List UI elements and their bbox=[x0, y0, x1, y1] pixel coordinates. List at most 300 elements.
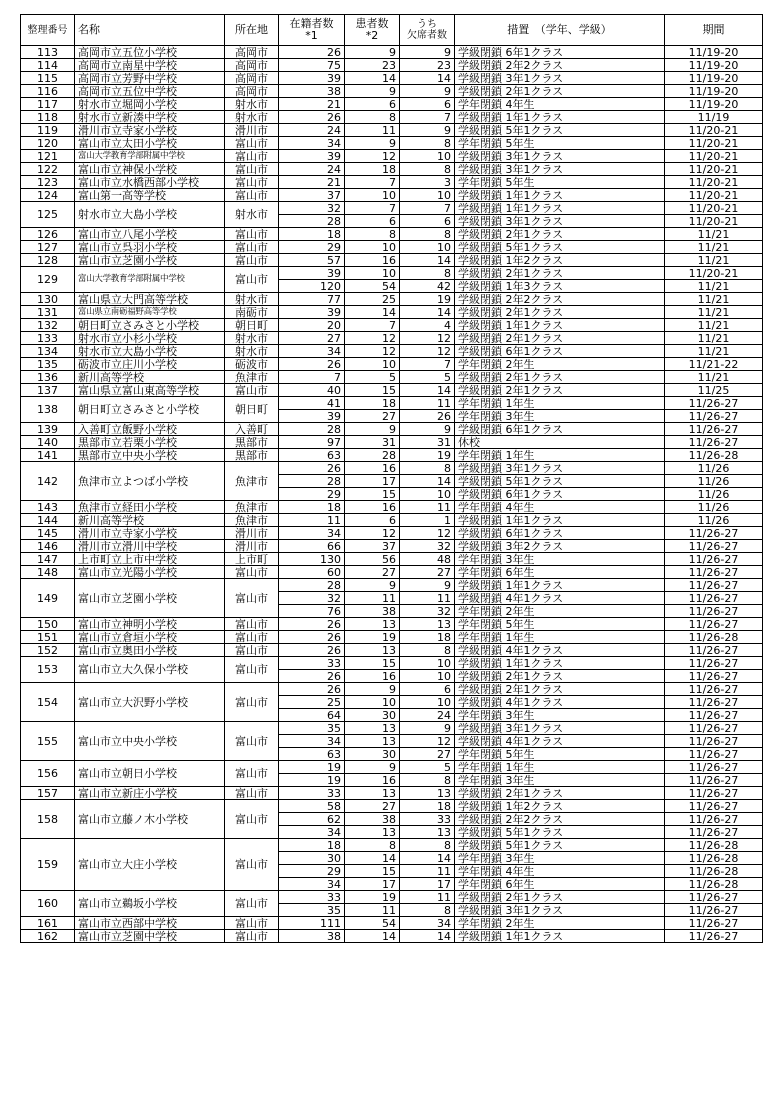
absent-count: 5 bbox=[400, 761, 455, 774]
closure-measure: 学年閉鎖 4年生 bbox=[455, 501, 665, 514]
patient-count: 11 bbox=[345, 904, 400, 917]
school-name: 富山市立鵜坂小学校 bbox=[75, 891, 225, 917]
closure-period: 11/26-27 bbox=[665, 735, 763, 748]
absent-count: 32 bbox=[400, 540, 455, 553]
absent-count: 9 bbox=[400, 124, 455, 137]
closure-measure: 学級閉鎖 5年1クラス bbox=[455, 826, 665, 839]
closure-measure: 学年閉鎖 2年生 bbox=[455, 358, 665, 371]
record-number: 126 bbox=[21, 228, 75, 241]
school-name: 富山第一高等学校 bbox=[75, 189, 225, 202]
patient-count: 27 bbox=[345, 410, 400, 423]
enrolled-count: 34 bbox=[279, 137, 345, 150]
closure-period: 11/21 bbox=[665, 254, 763, 267]
patient-count: 18 bbox=[345, 397, 400, 410]
enrolled-count: 26 bbox=[279, 683, 345, 696]
table-row bbox=[21, 566, 763, 579]
table-body bbox=[21, 46, 763, 943]
table-row bbox=[21, 111, 763, 124]
patient-count: 9 bbox=[345, 46, 400, 59]
record-number: 136 bbox=[21, 371, 75, 384]
school-location: 富山市 bbox=[225, 189, 279, 202]
school-location: 魚津市 bbox=[225, 501, 279, 514]
closure-period: 11/26-28 bbox=[665, 631, 763, 644]
closure-period: 11/26-27 bbox=[665, 436, 763, 449]
enrolled-count: 28 bbox=[279, 475, 345, 488]
enrolled-count: 39 bbox=[279, 306, 345, 319]
patient-count: 13 bbox=[345, 722, 400, 735]
school-location: 射水市 bbox=[225, 98, 279, 111]
enrolled-count: 32 bbox=[279, 202, 345, 215]
patient-count: 9 bbox=[345, 683, 400, 696]
school-name: 富山市立芝園小学校 bbox=[75, 579, 225, 618]
patient-count: 16 bbox=[345, 670, 400, 683]
closure-period: 11/20-21 bbox=[665, 137, 763, 150]
closure-measure: 学級閉鎖 1年3クラス bbox=[455, 280, 665, 293]
school-location: 魚津市 bbox=[225, 514, 279, 527]
closure-measure: 学級閉鎖 1年1クラス bbox=[455, 514, 665, 527]
enrolled-count: 75 bbox=[279, 59, 345, 72]
table-row bbox=[21, 397, 763, 410]
absent-count: 14 bbox=[400, 475, 455, 488]
school-location: 魚津市 bbox=[225, 462, 279, 501]
school-location: 富山市 bbox=[225, 787, 279, 800]
enrolled-count: 39 bbox=[279, 72, 345, 85]
absent-count: 8 bbox=[400, 137, 455, 150]
absent-count: 10 bbox=[400, 150, 455, 163]
school-name: 富山市立朝日小学校 bbox=[75, 761, 225, 787]
patient-count: 18 bbox=[345, 163, 400, 176]
school-location: 富山市 bbox=[225, 839, 279, 891]
closure-measure: 学級閉鎖 5年1クラス bbox=[455, 475, 665, 488]
school-name: 射水市立大島小学校 bbox=[75, 202, 225, 228]
patient-count: 37 bbox=[345, 540, 400, 553]
school-name: 富山市立神保小学校 bbox=[75, 163, 225, 176]
absent-count: 8 bbox=[400, 462, 455, 475]
school-name: 高岡市立五位小学校 bbox=[75, 46, 225, 59]
school-name: 富山県立富山東高等学校 bbox=[75, 384, 225, 397]
col-header-absent: うち 欠席者数 bbox=[400, 15, 455, 46]
table-row bbox=[21, 150, 763, 163]
table-row bbox=[21, 917, 763, 930]
col-header-location: 所在地 bbox=[225, 15, 279, 46]
patient-count: 14 bbox=[345, 852, 400, 865]
school-location: 富山市 bbox=[225, 657, 279, 683]
patient-count: 13 bbox=[345, 826, 400, 839]
closure-measure: 学年閉鎖 5年生 bbox=[455, 137, 665, 150]
closure-measure: 学年閉鎖 4年生 bbox=[455, 865, 665, 878]
school-location: 射水市 bbox=[225, 111, 279, 124]
record-number: 129 bbox=[21, 267, 75, 293]
closure-period: 11/20-21 bbox=[665, 189, 763, 202]
record-number: 131 bbox=[21, 306, 75, 319]
table-row bbox=[21, 46, 763, 59]
school-location: 富山市 bbox=[225, 176, 279, 189]
patient-count: 7 bbox=[345, 176, 400, 189]
table-row bbox=[21, 59, 763, 72]
enrolled-count: 40 bbox=[279, 384, 345, 397]
record-number: 158 bbox=[21, 800, 75, 839]
school-name: 射水市立新湊中学校 bbox=[75, 111, 225, 124]
closure-measure: 学年閉鎖 3年生 bbox=[455, 553, 665, 566]
closure-measure: 学級閉鎖 3年1クラス bbox=[455, 904, 665, 917]
closure-period: 11/26-28 bbox=[665, 449, 763, 462]
absent-count: 10 bbox=[400, 696, 455, 709]
table-row bbox=[21, 891, 763, 904]
closure-measure: 学級閉鎖 2年1クラス bbox=[455, 683, 665, 696]
closure-measure: 学級閉鎖 2年1クラス bbox=[455, 670, 665, 683]
absent-count: 26 bbox=[400, 410, 455, 423]
table-row bbox=[21, 423, 763, 436]
closure-period: 11/19 bbox=[665, 111, 763, 124]
closure-period: 11/19-20 bbox=[665, 46, 763, 59]
absent-count: 8 bbox=[400, 644, 455, 657]
absent-count: 24 bbox=[400, 709, 455, 722]
enrolled-count: 28 bbox=[279, 215, 345, 228]
school-location: 富山市 bbox=[225, 618, 279, 631]
closure-measure: 学年閉鎖 3年生 bbox=[455, 774, 665, 787]
school-location: 富山市 bbox=[225, 384, 279, 397]
closure-measure: 学級閉鎖 2年2クラス bbox=[455, 293, 665, 306]
table-row bbox=[21, 631, 763, 644]
closure-period: 11/21 bbox=[665, 345, 763, 358]
table-row bbox=[21, 644, 763, 657]
record-number: 143 bbox=[21, 501, 75, 514]
closure-measure: 学年閉鎖 5年生 bbox=[455, 618, 665, 631]
absent-count: 19 bbox=[400, 449, 455, 462]
absent-count: 8 bbox=[400, 228, 455, 241]
school-name: 朝日町立さみさと小学校 bbox=[75, 397, 225, 423]
enrolled-count: 27 bbox=[279, 332, 345, 345]
patient-count: 7 bbox=[345, 319, 400, 332]
enrolled-count: 57 bbox=[279, 254, 345, 267]
record-number: 155 bbox=[21, 722, 75, 761]
absent-count: 14 bbox=[400, 852, 455, 865]
closure-period: 11/26-27 bbox=[665, 527, 763, 540]
table-row bbox=[21, 189, 763, 202]
absent-count: 7 bbox=[400, 202, 455, 215]
absent-count: 7 bbox=[400, 358, 455, 371]
enrolled-count: 26 bbox=[279, 111, 345, 124]
enrolled-count: 18 bbox=[279, 501, 345, 514]
absent-count: 8 bbox=[400, 267, 455, 280]
patient-count: 13 bbox=[345, 618, 400, 631]
closure-measure: 学年閉鎖 1年生 bbox=[455, 631, 665, 644]
record-number: 157 bbox=[21, 787, 75, 800]
school-location: 富山市 bbox=[225, 267, 279, 293]
closure-period: 11/26 bbox=[665, 462, 763, 475]
enrolled-count: 20 bbox=[279, 319, 345, 332]
closure-measure: 学級閉鎖 3年1クラス bbox=[455, 215, 665, 228]
record-number: 127 bbox=[21, 241, 75, 254]
absent-count: 12 bbox=[400, 527, 455, 540]
closure-measure: 学級閉鎖 4年1クラス bbox=[455, 592, 665, 605]
school-name: 富山市立中央小学校 bbox=[75, 722, 225, 761]
enrolled-count: 26 bbox=[279, 618, 345, 631]
enrolled-count: 32 bbox=[279, 592, 345, 605]
patient-count: 25 bbox=[345, 293, 400, 306]
school-name: 上市町立上市中学校 bbox=[75, 553, 225, 566]
closure-period: 11/21 bbox=[665, 319, 763, 332]
record-number: 150 bbox=[21, 618, 75, 631]
absent-count: 5 bbox=[400, 371, 455, 384]
patient-count: 9 bbox=[345, 423, 400, 436]
school-location: 射水市 bbox=[225, 332, 279, 345]
patient-count: 9 bbox=[345, 579, 400, 592]
record-number: 154 bbox=[21, 683, 75, 722]
closure-measure: 学級閉鎖 1年1クラス bbox=[455, 930, 665, 943]
closure-period: 11/26-27 bbox=[665, 579, 763, 592]
table-row bbox=[21, 85, 763, 98]
record-number: 161 bbox=[21, 917, 75, 930]
enrolled-count: 29 bbox=[279, 241, 345, 254]
col-header-measures: 措置 （学年、学級） bbox=[455, 15, 665, 46]
absent-count: 11 bbox=[400, 592, 455, 605]
enrolled-count: 24 bbox=[279, 163, 345, 176]
patient-count: 15 bbox=[345, 865, 400, 878]
patient-count: 12 bbox=[345, 332, 400, 345]
patient-count: 54 bbox=[345, 280, 400, 293]
enrolled-count: 33 bbox=[279, 787, 345, 800]
record-number: 118 bbox=[21, 111, 75, 124]
closure-measure: 学級閉鎖 1年1クラス bbox=[455, 202, 665, 215]
enrolled-count: 39 bbox=[279, 150, 345, 163]
closure-measure: 学級閉鎖 1年1クラス bbox=[455, 189, 665, 202]
record-number: 135 bbox=[21, 358, 75, 371]
closure-measure: 学級閉鎖 2年1クラス bbox=[455, 306, 665, 319]
enrolled-count: 64 bbox=[279, 709, 345, 722]
closure-measure: 学級閉鎖 6年1クラス bbox=[455, 488, 665, 501]
school-location: 朝日町 bbox=[225, 319, 279, 332]
record-number: 116 bbox=[21, 85, 75, 98]
closure-period: 11/26-27 bbox=[665, 553, 763, 566]
school-name: 富山市立神明小学校 bbox=[75, 618, 225, 631]
absent-count: 9 bbox=[400, 722, 455, 735]
closure-measure: 学年閉鎖 6年生 bbox=[455, 878, 665, 891]
absent-count: 10 bbox=[400, 657, 455, 670]
closure-period: 11/21 bbox=[665, 280, 763, 293]
record-number: 130 bbox=[21, 293, 75, 306]
record-number: 152 bbox=[21, 644, 75, 657]
school-location: 魚津市 bbox=[225, 371, 279, 384]
absent-count: 6 bbox=[400, 98, 455, 111]
record-number: 123 bbox=[21, 176, 75, 189]
school-location: 砺波市 bbox=[225, 358, 279, 371]
closure-measure: 学級閉鎖 2年1クラス bbox=[455, 85, 665, 98]
school-name: 黒部市立中央小学校 bbox=[75, 449, 225, 462]
table-row bbox=[21, 254, 763, 267]
enrolled-count: 63 bbox=[279, 449, 345, 462]
school-location: 富山市 bbox=[225, 137, 279, 150]
record-number: 140 bbox=[21, 436, 75, 449]
patient-count: 9 bbox=[345, 761, 400, 774]
patient-count: 16 bbox=[345, 254, 400, 267]
school-location: 富山市 bbox=[225, 644, 279, 657]
absent-count: 12 bbox=[400, 332, 455, 345]
closure-measure: 学級閉鎖 2年1クラス bbox=[455, 267, 665, 280]
closure-measure: 休校 bbox=[455, 436, 665, 449]
patient-count: 28 bbox=[345, 449, 400, 462]
record-number: 139 bbox=[21, 423, 75, 436]
col-header-enrolled: 在籍者数 *1 bbox=[279, 15, 345, 46]
enrolled-count: 30 bbox=[279, 852, 345, 865]
absent-count: 32 bbox=[400, 605, 455, 618]
record-number: 151 bbox=[21, 631, 75, 644]
table-row bbox=[21, 202, 763, 215]
patient-count: 6 bbox=[345, 98, 400, 111]
record-number: 149 bbox=[21, 579, 75, 618]
table-row bbox=[21, 436, 763, 449]
absent-count: 3 bbox=[400, 176, 455, 189]
record-number: 138 bbox=[21, 397, 75, 423]
enrolled-count: 28 bbox=[279, 579, 345, 592]
closure-period: 11/26-27 bbox=[665, 917, 763, 930]
enrolled-count: 26 bbox=[279, 631, 345, 644]
closure-measure: 学級閉鎖 1年2クラス bbox=[455, 254, 665, 267]
record-number: 128 bbox=[21, 254, 75, 267]
table-row bbox=[21, 384, 763, 397]
school-name: 富山市立藤ノ木小学校 bbox=[75, 800, 225, 839]
school-location: 富山市 bbox=[225, 917, 279, 930]
school-location: 射水市 bbox=[225, 293, 279, 306]
absent-count: 18 bbox=[400, 631, 455, 644]
closure-measure: 学級閉鎖 3年1クラス bbox=[455, 722, 665, 735]
closure-period: 11/26-27 bbox=[665, 748, 763, 761]
closure-measure: 学級閉鎖 4年1クラス bbox=[455, 644, 665, 657]
school-name: 富山市立八尾小学校 bbox=[75, 228, 225, 241]
patient-count: 17 bbox=[345, 878, 400, 891]
enrolled-count: 26 bbox=[279, 670, 345, 683]
enrolled-count: 34 bbox=[279, 878, 345, 891]
school-name: 富山県立南砺福野高等学校 bbox=[75, 306, 225, 319]
school-location: 高岡市 bbox=[225, 59, 279, 72]
table-row bbox=[21, 553, 763, 566]
school-name: 富山市立大沢野小学校 bbox=[75, 683, 225, 722]
col-header-no: 整理番号 bbox=[21, 15, 75, 46]
closure-measure: 学年閉鎖 5年生 bbox=[455, 748, 665, 761]
closure-period: 11/21 bbox=[665, 306, 763, 319]
closure-period: 11/26-27 bbox=[665, 540, 763, 553]
closure-period: 11/26-27 bbox=[665, 826, 763, 839]
school-name: 富山県立大門高等学校 bbox=[75, 293, 225, 306]
absent-count: 11 bbox=[400, 865, 455, 878]
closure-measure: 学級閉鎖 2年1クラス bbox=[455, 332, 665, 345]
patient-count: 56 bbox=[345, 553, 400, 566]
patient-count: 9 bbox=[345, 137, 400, 150]
absent-count: 11 bbox=[400, 397, 455, 410]
school-name: 富山市立新庄小学校 bbox=[75, 787, 225, 800]
closure-period: 11/26 bbox=[665, 501, 763, 514]
record-number: 114 bbox=[21, 59, 75, 72]
record-number: 113 bbox=[21, 46, 75, 59]
record-number: 120 bbox=[21, 137, 75, 150]
table-row bbox=[21, 241, 763, 254]
enrolled-count: 60 bbox=[279, 566, 345, 579]
school-location: 富山市 bbox=[225, 254, 279, 267]
patient-count: 27 bbox=[345, 566, 400, 579]
absent-count: 8 bbox=[400, 839, 455, 852]
enrolled-count: 34 bbox=[279, 826, 345, 839]
patient-count: 23 bbox=[345, 59, 400, 72]
patient-count: 11 bbox=[345, 124, 400, 137]
enrolled-count: 26 bbox=[279, 644, 345, 657]
enrolled-count: 29 bbox=[279, 488, 345, 501]
record-number: 124 bbox=[21, 189, 75, 202]
school-location: 射水市 bbox=[225, 202, 279, 228]
table-row bbox=[21, 501, 763, 514]
enrolled-count: 120 bbox=[279, 280, 345, 293]
closure-period: 11/21-22 bbox=[665, 358, 763, 371]
enrolled-count: 66 bbox=[279, 540, 345, 553]
patient-count: 54 bbox=[345, 917, 400, 930]
absent-count: 9 bbox=[400, 579, 455, 592]
school-name: 新川高等学校 bbox=[75, 514, 225, 527]
table-row bbox=[21, 332, 763, 345]
closure-measure: 学年閉鎖 1年生 bbox=[455, 449, 665, 462]
table-row bbox=[21, 98, 763, 111]
closure-period: 11/21 bbox=[665, 293, 763, 306]
enrolled-count: 35 bbox=[279, 904, 345, 917]
patient-count: 11 bbox=[345, 592, 400, 605]
absent-count: 12 bbox=[400, 735, 455, 748]
school-name: 滑川市立寺家小学校 bbox=[75, 527, 225, 540]
closure-measure: 学級閉鎖 6年1クラス bbox=[455, 423, 665, 436]
enrolled-count: 35 bbox=[279, 722, 345, 735]
enrolled-count: 38 bbox=[279, 930, 345, 943]
absent-count: 27 bbox=[400, 566, 455, 579]
closure-period: 11/20-21 bbox=[665, 267, 763, 280]
closure-measure: 学年閉鎖 4年生 bbox=[455, 98, 665, 111]
patient-count: 10 bbox=[345, 358, 400, 371]
school-location: 富山市 bbox=[225, 566, 279, 579]
closure-measure: 学級閉鎖 2年2クラス bbox=[455, 59, 665, 72]
record-number: 145 bbox=[21, 527, 75, 540]
closure-period: 11/26-27 bbox=[665, 891, 763, 904]
closure-measure: 学級閉鎖 2年1クラス bbox=[455, 371, 665, 384]
table-row bbox=[21, 540, 763, 553]
closure-measure: 学級閉鎖 4年1クラス bbox=[455, 696, 665, 709]
school-name: 高岡市立南星中学校 bbox=[75, 59, 225, 72]
school-location: 富山市 bbox=[225, 800, 279, 839]
patient-count: 30 bbox=[345, 709, 400, 722]
table-row bbox=[21, 761, 763, 774]
closure-period: 11/26-27 bbox=[665, 722, 763, 735]
school-name: 富山市立太田小学校 bbox=[75, 137, 225, 150]
absent-count: 9 bbox=[400, 46, 455, 59]
record-number: 133 bbox=[21, 332, 75, 345]
absent-count: 8 bbox=[400, 904, 455, 917]
school-name: 入善町立飯野小学校 bbox=[75, 423, 225, 436]
enrolled-count: 33 bbox=[279, 657, 345, 670]
closure-period: 11/25 bbox=[665, 384, 763, 397]
closure-measure: 学級閉鎖 1年1クラス bbox=[455, 657, 665, 670]
table-row bbox=[21, 514, 763, 527]
school-location: 射水市 bbox=[225, 345, 279, 358]
school-location: 富山市 bbox=[225, 163, 279, 176]
school-location: 滑川市 bbox=[225, 527, 279, 540]
school-name: 富山大学教育学部附属中学校 bbox=[75, 267, 225, 293]
enrolled-count: 18 bbox=[279, 839, 345, 852]
patient-count: 9 bbox=[345, 85, 400, 98]
absent-count: 14 bbox=[400, 254, 455, 267]
school-location: 入善町 bbox=[225, 423, 279, 436]
patient-count: 8 bbox=[345, 111, 400, 124]
school-name: 射水市立大島小学校 bbox=[75, 345, 225, 358]
absent-count: 14 bbox=[400, 72, 455, 85]
enrolled-count: 41 bbox=[279, 397, 345, 410]
closure-period: 11/26-27 bbox=[665, 904, 763, 917]
closure-measure: 学級閉鎖 3年1クラス bbox=[455, 462, 665, 475]
table-row bbox=[21, 137, 763, 150]
